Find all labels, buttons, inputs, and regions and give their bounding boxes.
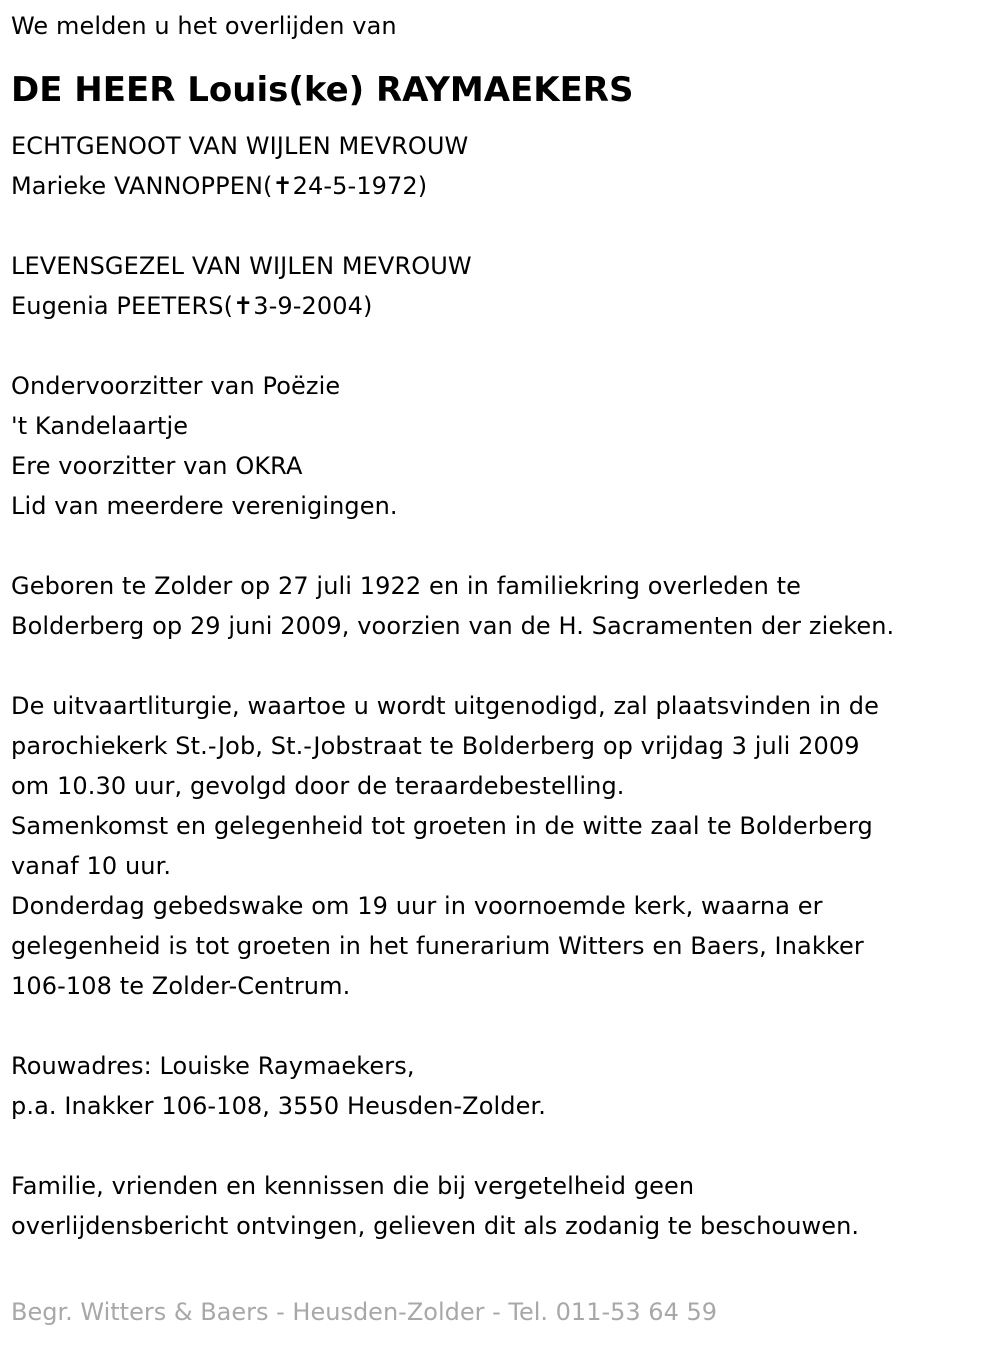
function-line: Lid van meerdere verenigingen. [11, 492, 398, 520]
spacer [11, 1126, 1000, 1166]
spouse-relation: ECHTGENOOT VAN WIJLEN MEVROUW [11, 132, 469, 160]
partner-relation: LEVENSGEZEL VAN WIJLEN MEVROUW [11, 252, 472, 280]
funeral-line: parochiekerk St.-Job, St.-Jobstraat te Bolderberg op vrijdag 3 juli 2009 [11, 732, 860, 760]
mourning-address-block [11, 1046, 1000, 1126]
birth-death-line: Geboren te Zolder op 27 juli 1922 en in familiekring overleden te [11, 572, 801, 600]
spacer [11, 326, 1000, 366]
birth-death-block [11, 566, 1000, 646]
funeral-line: vanaf 10 uur. [11, 852, 172, 880]
spacer [11, 646, 1000, 686]
spouse-name: Marieke VANNOPPEN(✝24-5-1972) [11, 172, 428, 200]
partner-name: Eugenia PEETERS(✝3-9-2004) [11, 292, 373, 320]
birth-death-line: Bolderberg op 29 juni 2009, voorzien van de H. Sacramenten der zieken. [11, 612, 895, 640]
spacer [11, 1006, 1000, 1046]
mourning-address-line: Rouwadres: Louiske Raymaekers, [11, 1052, 415, 1080]
funeral-line: om 10.30 uur, gevolgd door de teraardebestelling. [11, 772, 625, 800]
function-line: Ondervoorzitter van Poëzie [11, 372, 341, 400]
functions-block [11, 366, 1000, 526]
funeral-line: 106-108 te Zolder-Centrum. [11, 972, 351, 1000]
spacer [11, 206, 1000, 246]
spacer [11, 526, 1000, 566]
funeral-line: Samenkomst en gelegenheid tot groeten in de witte zaal te Bolderberg [11, 812, 873, 840]
deceased-name: DE HEER Louis(ke) RAYMAEKERS [11, 70, 634, 110]
function-line: Ere voorzitter van OKRA [11, 452, 303, 480]
function-line: 't Kandelaartje [11, 412, 189, 440]
undertaker-footer: Begr. Witters & Baers - Heusden-Zolder - Tel. 011-53 64 59 [11, 1298, 718, 1326]
notice-line: Familie, vrienden en kennissen die bij vergetelheid geen [11, 1172, 695, 1200]
intro-text: We melden u het overlijden van [11, 12, 397, 40]
funeral-line: gelegenheid is tot groeten in het funerarium Witters en Baers, Inakker [11, 932, 864, 960]
funeral-line: Donderdag gebedswake om 19 uur in voornoemde kerk, waarna er [11, 892, 823, 920]
funeral-line: De uitvaartliturgie, waartoe u wordt uitgenodigd, zal plaatsvinden in de [11, 692, 879, 720]
mourning-address-line: p.a. Inakker 106-108, 3550 Heusden-Zolder. [11, 1092, 546, 1120]
funeral-block [11, 686, 1000, 1006]
notice-block [11, 1166, 1000, 1246]
notice-line: overlijdensbericht ontvingen, gelieven dit als zodanig te beschouwen. [11, 1212, 860, 1240]
